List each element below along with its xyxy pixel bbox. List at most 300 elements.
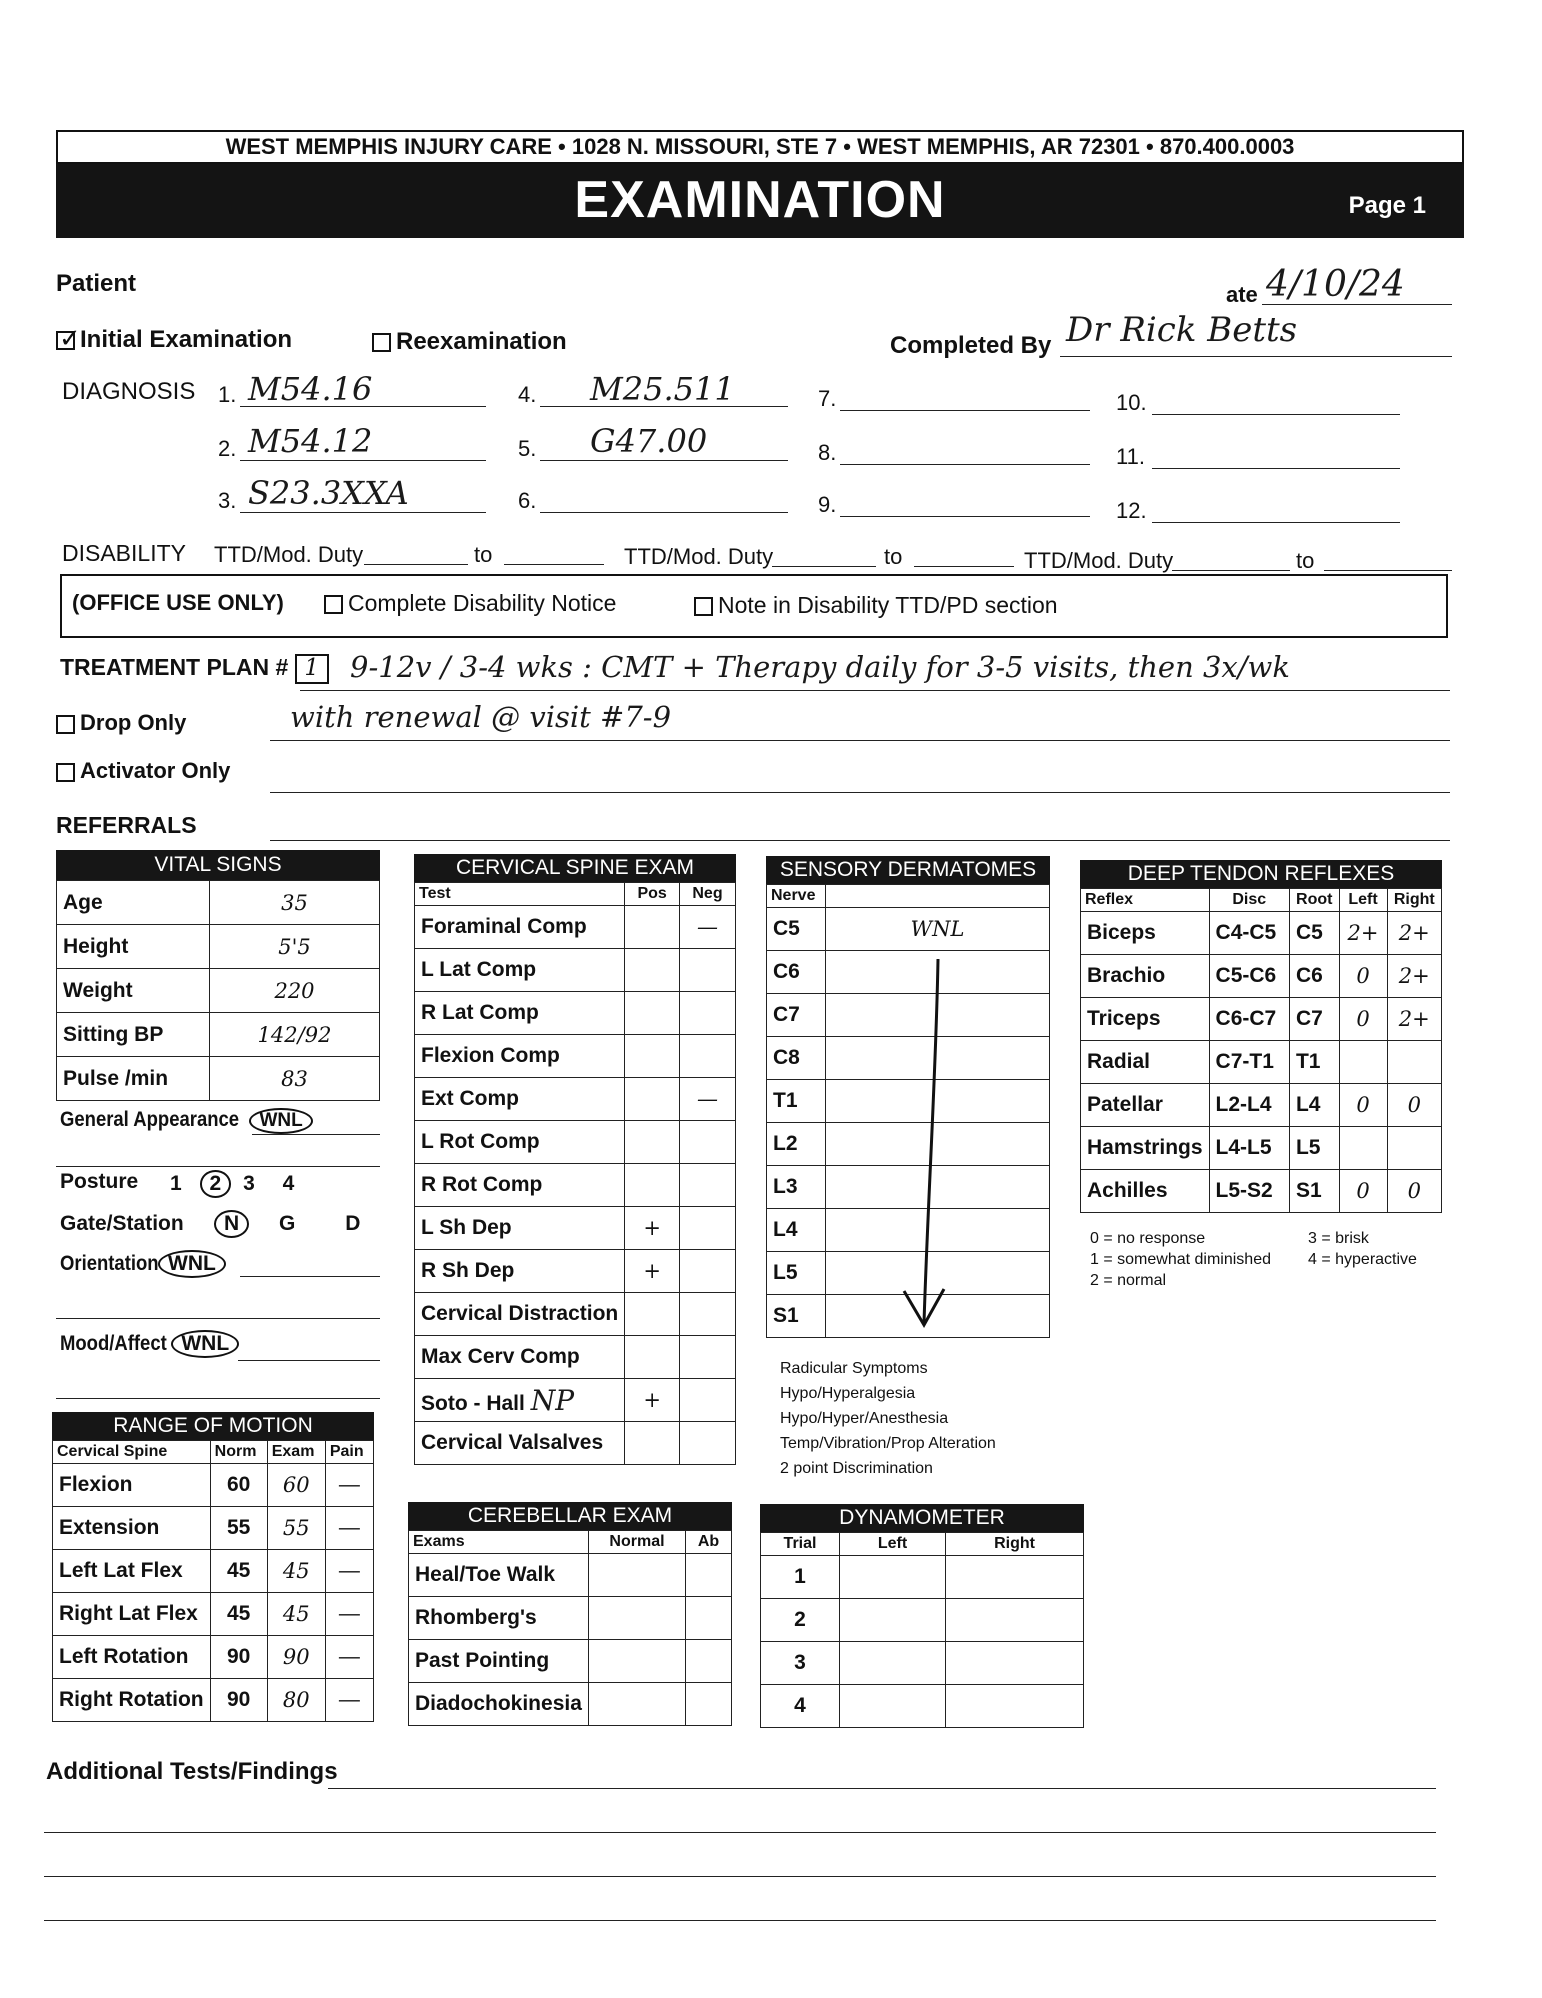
reflex-left: 0 — [1339, 998, 1387, 1041]
sensory-col: Nerve — [767, 885, 826, 908]
rom-pain: — — [325, 1593, 373, 1636]
completed-by-line — [1060, 356, 1452, 357]
cervical-test: Cervical Valsalves — [415, 1422, 625, 1465]
separator-line — [56, 1166, 380, 1167]
treatment-line — [270, 792, 1450, 793]
cervical-row — [415, 906, 736, 949]
cervical-neg — [679, 992, 735, 1035]
reflex-right — [1387, 1041, 1441, 1084]
diagnosis-num: 2. — [218, 436, 237, 461]
activator-only-checkbox[interactable] — [56, 763, 75, 782]
cerebellar-exam: Heal/Toe Walk — [409, 1554, 589, 1597]
rom-pain: — — [325, 1507, 373, 1550]
to-label: to — [1296, 548, 1315, 573]
complete-disability-notice-option[interactable] — [324, 590, 616, 617]
cervical-row — [415, 1422, 736, 1465]
rom-motion: Extension — [53, 1507, 211, 1550]
rom-col: Cervical Spine — [53, 1441, 211, 1464]
diagnosis-num: 6. — [518, 488, 537, 513]
rom-col: Exam — [267, 1441, 325, 1464]
dynamometer-col: Right — [946, 1533, 1084, 1556]
ttd-label: TTD/Mod. Duty — [214, 542, 364, 567]
vital-label: Weight — [57, 969, 210, 1013]
cervical-pos: + — [625, 1207, 680, 1250]
sensory-note: Temp/Vibration/Prop Alteration — [780, 1435, 996, 1452]
orientation-label: Orientation — [60, 1252, 159, 1275]
reflex-left: 0 — [1339, 955, 1387, 998]
trial-number: 3 — [761, 1642, 840, 1685]
rom-row — [53, 1507, 374, 1550]
cervical-neg — [679, 1035, 735, 1078]
drop-only-label: Drop Only — [80, 710, 187, 735]
rom-row — [53, 1464, 374, 1507]
cervical-test: Soto - Hall — [421, 1391, 525, 1415]
cervical-test: L Lat Comp — [415, 949, 625, 992]
cervical-row — [415, 1121, 736, 1164]
reflex-left: 2+ — [1339, 912, 1387, 955]
cerebellar-title: CEREBELLAR EXAM — [408, 1502, 732, 1530]
patient-label: Patient — [56, 270, 137, 297]
cervical-row — [415, 1379, 736, 1422]
cervical-row — [415, 1250, 736, 1293]
vital-value: 220 — [210, 969, 380, 1013]
cervical-test: Ext Comp — [415, 1078, 625, 1121]
diagnosis-line — [240, 460, 486, 461]
treatment-line-2: with renewal @ visit #7-9 — [290, 700, 672, 734]
sensory-note: Radicular Symptoms — [780, 1360, 928, 1377]
cervical-test: Max Cerv Comp — [415, 1336, 625, 1379]
reflex-col: Disc — [1209, 889, 1289, 912]
activator-only-option[interactable] — [56, 758, 230, 784]
reflex-name: Radial — [1081, 1041, 1210, 1084]
reflex-col: Left — [1339, 889, 1387, 912]
diagnosis-num: 12. — [1116, 498, 1147, 523]
rom-motion: Left Rotation — [53, 1636, 211, 1679]
posture-option[interactable]: 1 — [170, 1172, 182, 1195]
cervical-test: R Rot Comp — [415, 1164, 625, 1207]
cerebellar-col: Exams — [409, 1531, 589, 1554]
mood-label: Mood/Affect — [60, 1332, 167, 1355]
additional-line — [44, 1920, 1436, 1921]
cervical-pos: + — [625, 1379, 680, 1422]
cervical-pos — [625, 949, 680, 992]
vital-signs-title: VITAL SIGNS — [56, 850, 380, 880]
nerve: T1 — [767, 1080, 826, 1123]
activator-only-label: Activator Only — [80, 758, 231, 783]
note-in-disability-label: Note in Disability TTD/PD section — [718, 592, 1058, 618]
rom-title: RANGE OF MOTION — [52, 1412, 374, 1440]
cervical-neg — [679, 949, 735, 992]
diagnosis-num: 3. — [218, 488, 237, 513]
rom-row — [53, 1636, 374, 1679]
rom-exam: 55 — [267, 1507, 325, 1550]
diagnosis-line — [1152, 522, 1400, 523]
initial-exam-option[interactable] — [56, 323, 293, 354]
reflex-name: Triceps — [1081, 998, 1210, 1041]
rom-col: Norm — [210, 1441, 267, 1464]
cervical-neg: — — [679, 1078, 735, 1121]
cervical-row — [415, 1207, 736, 1250]
cervical-test: R Lat Comp — [415, 992, 625, 1035]
note-in-disability-option[interactable] — [694, 592, 1058, 619]
diagnosis-num: 7. — [818, 386, 837, 411]
cervical-pos — [625, 1078, 680, 1121]
gate-options — [214, 1210, 360, 1238]
treatment-line-1: 9-12v / 3-4 wks : CMT + Therapy daily for 3-5 visits, then 3x/wk — [350, 650, 1290, 684]
cervical-row — [415, 1336, 736, 1379]
reflex-root: L5 — [1289, 1127, 1339, 1170]
vital-label: Pulse /min — [57, 1057, 210, 1101]
dynamometer-row — [761, 1556, 1084, 1599]
mood-value: WNL — [171, 1330, 239, 1358]
cerebellar-col: Normal — [588, 1531, 685, 1554]
dynamometer-header-row — [761, 1533, 1084, 1556]
referrals-line — [270, 840, 1450, 841]
dynamometer-title: DYNAMOMETER — [760, 1504, 1084, 1532]
reflex-disc: C5-C6 — [1209, 955, 1289, 998]
rom-pain: — — [325, 1550, 373, 1593]
rom-motion: Right Lat Flex — [53, 1593, 211, 1636]
cervical-neg — [679, 1121, 735, 1164]
cervical-test: Cervical Distraction — [415, 1293, 625, 1336]
reflexes-title: DEEP TENDON REFLEXES — [1080, 860, 1442, 888]
diagnosis-value: M54.16 — [248, 370, 373, 408]
ttd-from-line — [1172, 570, 1290, 571]
diagnosis-line — [240, 512, 486, 513]
cervical-row — [415, 1293, 736, 1336]
nerve: L2 — [767, 1123, 826, 1166]
orientation-value: WNL — [158, 1250, 226, 1278]
posture-option[interactable]: 3 — [243, 1172, 255, 1195]
separator-line — [56, 1398, 380, 1399]
sensory-title: SENSORY DERMATOMES — [766, 856, 1050, 884]
diagnosis-num: 8. — [818, 440, 837, 465]
form-title: EXAMINATION — [574, 171, 946, 229]
rom-pain: — — [325, 1636, 373, 1679]
cervical-test: Flexion Comp — [415, 1035, 625, 1078]
rom-motion: Left Lat Flex — [53, 1550, 211, 1593]
nerve: L3 — [767, 1166, 826, 1209]
referrals-label: REFERRALS — [56, 812, 197, 838]
additional-line — [44, 1876, 1436, 1877]
diagnosis-num: 4. — [518, 382, 537, 407]
gate-option-selected[interactable]: N — [214, 1210, 249, 1238]
reflex-left — [1339, 1041, 1387, 1084]
ttd-to-line — [914, 566, 1014, 567]
diagnosis-label: DIAGNOSIS — [62, 378, 196, 405]
office-use-box — [60, 574, 1448, 638]
ttd-from-line — [772, 566, 876, 567]
reexam-label: Reexamination — [396, 328, 567, 355]
cerebellar-table — [408, 1530, 732, 1726]
rom-exam: 80 — [267, 1679, 325, 1722]
rom-exam: 45 — [267, 1550, 325, 1593]
cerebellar-col: Ab — [686, 1531, 732, 1554]
reflex-row — [1081, 998, 1442, 1041]
drop-only-checkbox[interactable] — [56, 715, 75, 734]
reflex-row — [1081, 955, 1442, 998]
cervical-test-cell — [415, 1379, 625, 1422]
vital-value: 35 — [210, 881, 380, 925]
additional-tests-label: Additional Tests/Findings — [46, 1758, 338, 1785]
cervical-header-row — [415, 883, 736, 906]
date-line — [1262, 304, 1452, 305]
orientation — [60, 1250, 226, 1278]
rom-motion: Flexion — [53, 1464, 211, 1507]
ttd-to-line — [1324, 570, 1452, 571]
reflex-root: C5 — [1289, 912, 1339, 955]
sensory-header-row — [767, 885, 1050, 908]
vital-row — [57, 1057, 380, 1101]
legend-item: 1 = somewhat diminished — [1090, 1251, 1271, 1268]
reflex-right: 2+ — [1387, 955, 1441, 998]
cervical-neg — [679, 1379, 735, 1422]
diagnosis-value: G47.00 — [590, 422, 708, 460]
reflex-root: C7 — [1289, 998, 1339, 1041]
cervical-pos — [625, 1121, 680, 1164]
diagnosis-line — [840, 464, 1090, 465]
nerve: C7 — [767, 994, 826, 1037]
additional-line — [44, 1832, 1436, 1833]
dynamometer-col: Left — [840, 1533, 946, 1556]
cervical-row — [415, 1035, 736, 1078]
posture-option[interactable]: 4 — [282, 1172, 295, 1195]
cervical-row — [415, 1078, 736, 1121]
cervical-pos — [625, 1164, 680, 1207]
plan-number-box — [295, 654, 329, 684]
diagnosis-value: M54.12 — [248, 422, 373, 460]
cervical-neg — [679, 1422, 735, 1465]
vital-row — [57, 1013, 380, 1057]
rom-table — [52, 1440, 374, 1722]
vital-value: 142/92 — [210, 1013, 380, 1057]
rom-norm: 45 — [210, 1550, 267, 1593]
office-use-label: (OFFICE USE ONLY) — [72, 590, 284, 615]
cervical-pos — [625, 1035, 680, 1078]
cerebellar-exam: Rhomberg's — [409, 1597, 589, 1640]
cervical-test: Foraminal Comp — [415, 906, 625, 949]
nerve: C8 — [767, 1037, 826, 1080]
cervical-pos: + — [625, 1250, 680, 1293]
reflex-root: C6 — [1289, 955, 1339, 998]
diagnosis-num: 10. — [1116, 390, 1147, 415]
sensory-finding: WNL — [826, 908, 1050, 951]
initial-exam-checkbox[interactable]: ✓ — [56, 331, 75, 350]
dynamometer-table — [760, 1532, 1084, 1728]
diagnosis-line — [540, 512, 788, 513]
reflexes-table — [1080, 888, 1442, 1213]
nerve: C6 — [767, 951, 826, 994]
gate-option[interactable]: D — [345, 1212, 361, 1235]
reflex-disc: C4-C5 — [1209, 912, 1289, 955]
cervical-test: L Sh Dep — [415, 1207, 625, 1250]
reflex-root: S1 — [1289, 1170, 1339, 1213]
trial-number: 4 — [761, 1685, 840, 1728]
posture-label: Posture — [60, 1170, 139, 1193]
cervical-test: R Sh Dep — [415, 1250, 625, 1293]
legend-item: 3 = brisk — [1308, 1230, 1369, 1247]
ttd-to-line — [504, 564, 604, 565]
mood — [60, 1330, 239, 1358]
trial-number: 2 — [761, 1599, 840, 1642]
cervical-col: Neg — [679, 883, 735, 906]
trial-number: 1 — [761, 1556, 840, 1599]
down-arrow-icon — [880, 955, 960, 1345]
reflex-header-row — [1081, 889, 1442, 912]
vital-row — [57, 969, 380, 1013]
initial-exam-label: Initial Examination — [80, 326, 293, 353]
diagnosis-line — [1152, 468, 1400, 469]
treatment-plan-text: TREATMENT PLAN # — [60, 654, 289, 681]
cervical-row — [415, 992, 736, 1035]
cerebellar-exam: Diadochokinesia — [409, 1683, 589, 1726]
cervical-neg — [679, 1336, 735, 1379]
sensory-note: 2 point Discrimination — [780, 1460, 933, 1477]
diagnosis-num: 5. — [518, 436, 537, 461]
dynamometer-row — [761, 1599, 1084, 1642]
cervical-title: CERVICAL SPINE EXAM — [414, 854, 736, 882]
sensory-notes — [780, 1356, 996, 1481]
note-in-disability-checkbox[interactable] — [694, 597, 713, 616]
separator-line — [56, 1318, 380, 1319]
reflex-col: Reflex — [1081, 889, 1210, 912]
general-appearance-value: WNL — [249, 1108, 312, 1134]
ttd-label: TTD/Mod. Duty — [1024, 548, 1174, 573]
general-appearance — [60, 1108, 313, 1134]
completed-by-signature: Dr Rick Betts — [1066, 310, 1298, 350]
orientation-line — [240, 1276, 380, 1277]
title-bar — [56, 164, 1464, 238]
posture-options — [170, 1170, 294, 1198]
reflex-right: 2+ — [1387, 912, 1441, 955]
reflex-root: T1 — [1289, 1041, 1339, 1084]
reflex-left: 0 — [1339, 1084, 1387, 1127]
cervical-neg: — — [679, 906, 735, 949]
cervical-row — [415, 949, 736, 992]
reflex-root: L4 — [1289, 1084, 1339, 1127]
diagnosis-value: M25.511 — [590, 370, 735, 408]
vital-label: Height — [57, 925, 210, 969]
rom-pain: — — [325, 1464, 373, 1507]
complete-disability-checkbox[interactable] — [324, 595, 343, 614]
sensory-note: Hypo/Hyperalgesia — [780, 1385, 916, 1402]
clinic-address: WEST MEMPHIS INJURY CARE • 1028 N. MISSOURI, STE 7 • WEST MEMPHIS, AR 72301 • 870.400.0003 — [225, 134, 1295, 159]
rom-row — [53, 1679, 374, 1722]
nerve: C5 — [767, 908, 826, 951]
reflex-row — [1081, 1170, 1442, 1213]
diagnosis-num: 1. — [218, 382, 237, 407]
vital-value: 5'5 — [210, 925, 380, 969]
rom-pain: — — [325, 1679, 373, 1722]
reflex-col: Right — [1387, 889, 1441, 912]
rom-col: Pain — [325, 1441, 373, 1464]
reflex-name: Hamstrings — [1081, 1127, 1210, 1170]
general-appearance-label: General Appearance — [60, 1108, 240, 1131]
vital-label: Age — [57, 881, 210, 925]
rom-header-row — [53, 1441, 374, 1464]
reflex-row — [1081, 1041, 1442, 1084]
reflex-left: 0 — [1339, 1170, 1387, 1213]
reflex-name: Brachio — [1081, 955, 1210, 998]
additional-line — [328, 1788, 1436, 1789]
reflex-row — [1081, 1127, 1442, 1170]
cerebellar-header-row — [409, 1531, 732, 1554]
drop-only-option[interactable] — [56, 710, 186, 736]
cerebellar-exam: Past Pointing — [409, 1640, 589, 1683]
reflex-right — [1387, 1127, 1441, 1170]
diagnosis-num: 9. — [818, 492, 837, 517]
rom-row — [53, 1550, 374, 1593]
rom-exam: 60 — [267, 1464, 325, 1507]
reflex-disc: L2-L4 — [1209, 1084, 1289, 1127]
cervical-pos — [625, 1422, 680, 1465]
reexam-checkbox[interactable] — [372, 333, 391, 352]
cerebellar-row — [409, 1640, 732, 1683]
cerebellar-row — [409, 1683, 732, 1726]
reflex-col: Root — [1289, 889, 1339, 912]
reflex-name: Biceps — [1081, 912, 1210, 955]
reflex-right: 0 — [1387, 1084, 1441, 1127]
to-label: to — [474, 542, 493, 567]
rom-norm: 60 — [210, 1464, 267, 1507]
cervical-neg — [679, 1207, 735, 1250]
rom-exam: 45 — [267, 1593, 325, 1636]
to-label: to — [884, 544, 903, 569]
mood-line — [238, 1360, 380, 1361]
date-label: ate — [1226, 282, 1258, 307]
dynamometer-col: Trial — [761, 1533, 840, 1556]
cervical-pos — [625, 992, 680, 1035]
diagnosis-line — [540, 406, 788, 407]
reflex-left — [1339, 1127, 1387, 1170]
treatment-line — [300, 690, 1450, 691]
cervical-pos — [625, 906, 680, 949]
reflex-name: Achilles — [1081, 1170, 1210, 1213]
reflex-right: 2+ — [1387, 998, 1441, 1041]
page-number: Page 1 — [1348, 192, 1426, 219]
disability-label: DISABILITY — [62, 540, 186, 566]
reflex-name: Patellar — [1081, 1084, 1210, 1127]
sensory-note: Hypo/Hyper/Anesthesia — [780, 1410, 949, 1427]
appearance-line — [252, 1134, 380, 1135]
posture-option-selected[interactable]: 2 — [200, 1170, 232, 1198]
cervical-col: Test — [415, 883, 625, 906]
legend-item: 0 = no response — [1090, 1230, 1206, 1247]
treatment-line — [270, 740, 1450, 741]
sensory-row — [767, 908, 1050, 951]
gate-option[interactable]: G — [279, 1212, 296, 1235]
reflex-disc: C7-T1 — [1209, 1041, 1289, 1084]
ttd-label: TTD/Mod. Duty — [624, 544, 774, 569]
rom-motion: Right Rotation — [53, 1679, 211, 1722]
legend-item: 2 = normal — [1090, 1272, 1167, 1289]
cervical-test: L Rot Comp — [415, 1121, 625, 1164]
rom-norm: 90 — [210, 1636, 267, 1679]
ttd-from-line — [364, 564, 468, 565]
dynamometer-row — [761, 1685, 1084, 1728]
cervical-neg — [679, 1250, 735, 1293]
cervical-neg — [679, 1164, 735, 1207]
cervical-pos — [625, 1293, 680, 1336]
nerve: L4 — [767, 1209, 826, 1252]
reflex-row — [1081, 912, 1442, 955]
rom-row — [53, 1593, 374, 1636]
vital-signs-table — [56, 880, 380, 1101]
rom-norm: 90 — [210, 1679, 267, 1722]
reexam-option[interactable] — [372, 328, 567, 356]
diagnosis-line — [1152, 414, 1400, 415]
diagnosis-line — [840, 410, 1090, 411]
